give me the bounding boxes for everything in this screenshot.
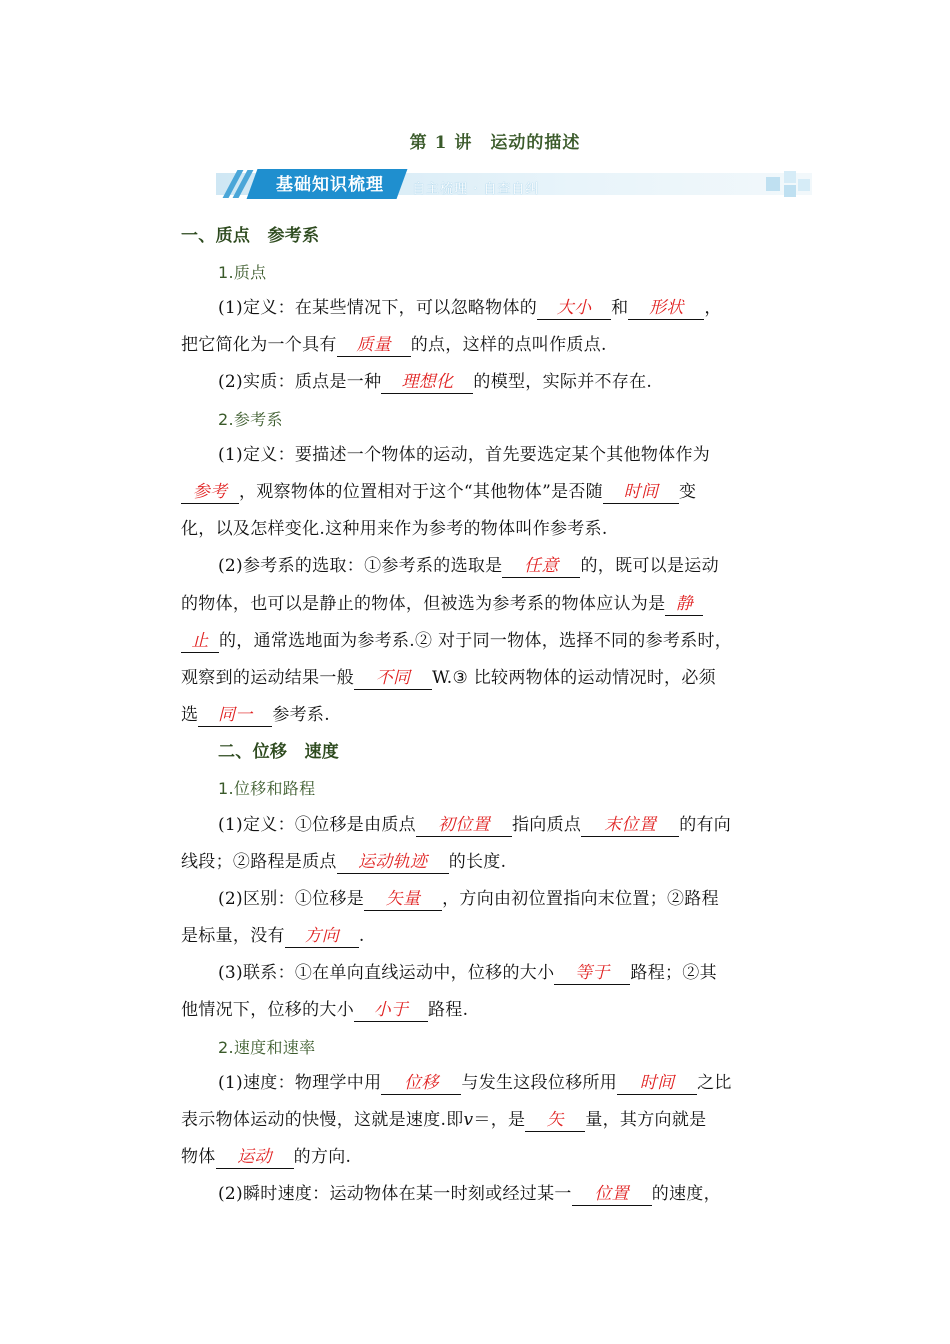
paragraph-line xyxy=(181,586,781,623)
answer-blank: 静 xyxy=(665,593,703,616)
answer-blank: 矢量 xyxy=(364,888,442,911)
paragraph-line xyxy=(218,290,818,327)
text: 之比 xyxy=(697,1073,732,1093)
paragraph-line xyxy=(181,697,781,734)
text: (3)联系：①在单向直线运动中，位移的大小 xyxy=(218,963,555,983)
banner-blocks-decoration xyxy=(766,169,812,199)
answer-blank: 时间 xyxy=(617,1072,697,1095)
text: (1)定义：①位移是由质点 xyxy=(218,815,416,835)
answer-blank: 方向 xyxy=(285,925,359,948)
text: 的速度， xyxy=(651,1184,721,1204)
answer-blank: 形状 xyxy=(628,297,704,320)
text: 指向质点 xyxy=(511,815,582,835)
text: (2)瞬时速度：运动物体在某一时刻或经过某一 xyxy=(218,1184,572,1204)
text: 是标量，没有 xyxy=(181,926,285,946)
banner-tag: 基础知识梳理 xyxy=(276,175,384,195)
answer-blank: 止 xyxy=(181,630,219,653)
text: 的，通常选地面为参考系.② 对于同一物体，选择不同的参考系时， xyxy=(219,631,733,651)
answer-blank: 矢 xyxy=(525,1109,585,1132)
text: 线段；②路程是质点 xyxy=(181,852,337,872)
text: . xyxy=(358,926,365,946)
paragraph-line xyxy=(181,1139,781,1176)
answer-blank: 同一 xyxy=(198,704,272,727)
text: (2)参考系的选取：①参考系的选取是 xyxy=(218,556,503,576)
paragraph-line: (1)定义：要描述一个物体的运动，首先要选定某个其他物体作为 xyxy=(218,445,711,465)
text: (2)实质：质点是一种 xyxy=(218,372,382,392)
answer-blank: 初位置 xyxy=(416,814,512,837)
text: 的点，这样的点叫作质点. xyxy=(410,335,607,355)
variable-v: v xyxy=(463,1110,474,1130)
paragraph-line xyxy=(218,807,818,844)
paragraph-line xyxy=(181,474,781,511)
answer-blank: 位移 xyxy=(381,1072,461,1095)
paragraph-line xyxy=(218,881,818,918)
text: 他情况下，位移的大小 xyxy=(181,1000,354,1020)
paragraph-line xyxy=(181,844,781,881)
subsection-heading: 1.质点 xyxy=(218,263,267,282)
text: ，观察物体的位置相对于这个“其他物体”是否随 xyxy=(239,482,603,502)
answer-blank: 运动 xyxy=(216,1146,294,1169)
answer-blank: 大小 xyxy=(537,297,611,320)
answer-blank: 质量 xyxy=(337,334,411,357)
subsection-heading: 2.参考系 xyxy=(218,410,283,429)
text: 变 xyxy=(678,482,697,502)
text: 量，其方向就是 xyxy=(585,1110,707,1130)
text: 的模型，实际并不存在. xyxy=(473,372,653,392)
text: ，方向由初位置指向末位置；②路程 xyxy=(442,889,719,909)
answer-blank: 理想化 xyxy=(381,371,473,394)
text: (1)定义：在某些情况下，可以忽略物体的 xyxy=(218,298,538,318)
subsection-heading: 1.位移和路程 xyxy=(218,779,316,798)
subsection-heading: 2.速度和速率 xyxy=(218,1038,316,1057)
paragraph-line xyxy=(218,1065,818,1102)
text: 路程. xyxy=(428,1000,469,1020)
text: 和 xyxy=(611,298,629,318)
answer-blank: 不同 xyxy=(354,667,432,690)
document-title: 第 1 讲 运动的描述 xyxy=(409,133,581,153)
text: 的方向. xyxy=(293,1147,352,1167)
answer-blank: 位置 xyxy=(572,1183,652,1206)
answer-blank: 参考 xyxy=(181,481,239,504)
paragraph-line xyxy=(218,1176,818,1213)
section-banner xyxy=(216,169,812,201)
paragraph-line xyxy=(218,548,818,585)
paragraph-line xyxy=(181,623,781,660)
text: 物体 xyxy=(181,1147,216,1167)
section-heading: 二、位移 速度 xyxy=(218,742,340,762)
text: 选 xyxy=(181,705,199,725)
text: ＝，是 xyxy=(473,1110,526,1130)
text: 的物体，也可以是静止的物体，但被选为参考系的物体应认为是 xyxy=(181,594,666,614)
answer-blank: 等于 xyxy=(554,962,630,985)
text: 观察到的运动结果一般 xyxy=(181,668,354,688)
paragraph-line xyxy=(218,955,818,992)
text: 把它简化为一个具有 xyxy=(181,335,337,355)
text: 表示物体运动的快慢，这就是速度.即 xyxy=(181,1110,464,1130)
paragraph-line xyxy=(218,364,818,401)
text: W.③ 比较两物体的运动情况时，必须 xyxy=(432,668,716,688)
text: (1)速度：物理学中用 xyxy=(218,1073,382,1093)
answer-blank: 时间 xyxy=(603,481,679,504)
paragraph-line xyxy=(181,660,781,697)
answer-blank: 小于 xyxy=(354,999,428,1022)
text: 的长度. xyxy=(448,852,507,872)
answer-blank: 末位置 xyxy=(581,814,679,837)
answer-blank: 运动轨迹 xyxy=(337,851,449,874)
text: 路程；②其 xyxy=(630,963,717,983)
answer-blank: 任意 xyxy=(502,555,580,578)
banner-subtitle: 自主梳理 · 自查自纠 xyxy=(412,182,540,197)
text: 的有向 xyxy=(679,815,732,835)
text: ， xyxy=(704,298,722,318)
paragraph-line xyxy=(181,1102,781,1139)
paragraph-line xyxy=(181,918,781,955)
text: (2)区别：①位移是 xyxy=(218,889,365,909)
paragraph-line: 化，以及怎样变化.这种用来作为参考的物体叫作参考系. xyxy=(181,519,608,539)
text: 与发生这段位移所用 xyxy=(461,1073,618,1093)
section-heading: 一、质点 参考系 xyxy=(181,226,320,246)
text: 的，既可以是运动 xyxy=(580,556,719,576)
paragraph-line xyxy=(181,992,781,1029)
text: 参考系. xyxy=(272,705,330,725)
paragraph-line xyxy=(181,327,781,364)
